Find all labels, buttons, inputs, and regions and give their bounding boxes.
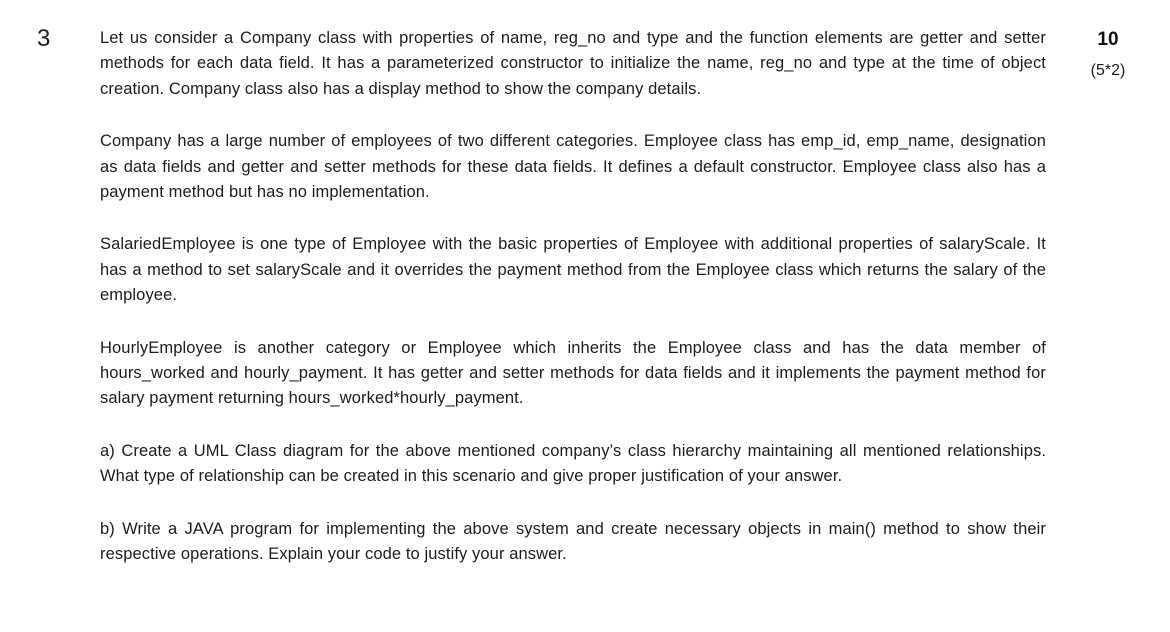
marks-total: 10: [1097, 29, 1119, 50]
marks-column: [1046, 26, 1170, 83]
question-number: 3: [37, 25, 51, 52]
question-part-a: a) Create a UML Class diagram for the above mentioned company’s class hierarchy maintaining all mentioned relationships. What type of relationship can be created in this scenario and give proper justification of your answer.: [100, 441, 1046, 486]
question-body: [100, 26, 1046, 568]
question-part-b: b) Write a JAVA program for implementing the above system and create necessary objects in main() method to show their respective operations. Explain your code to justify your answer.: [100, 519, 1046, 564]
question-number-column: [0, 26, 100, 52]
question-paragraph-salaried-employee: SalariedEmployee is one type of Employee with the basic properties of Employee with additional properties of salaryScale. It has a method to set salaryScale and it overrides the payment method from the Employee class which returns the salary of the employee.: [100, 235, 1046, 305]
question-paragraph-company: Let us consider a Company class with properties of name, reg_no and type and the function elements are getter and setter methods for each data field. It has a parameterized constructor to initialize the name, reg_no and type at the time of object creation. Company class also has a display method to show the company details.: [100, 29, 1046, 98]
marks-split: (5*2): [1090, 62, 1126, 79]
question-paragraph-employee: Company has a large number of employees of two different categories. Employee class has emp_id, emp_name, designation as data fields and getter and setter methods for these data fields. It defines a default constructor. Employee class also has a payment method but has no implementation.: [100, 132, 1046, 202]
question-paragraph-hourly-employee: HourlyEmployee is another category or Employee which inherits the Employee class and has the data member of hours_worked and hourly_payment. It has getter and setter methods for data fields and it implements the payment method for salary payment returning hours_worked*hourly_payment.: [100, 338, 1046, 408]
